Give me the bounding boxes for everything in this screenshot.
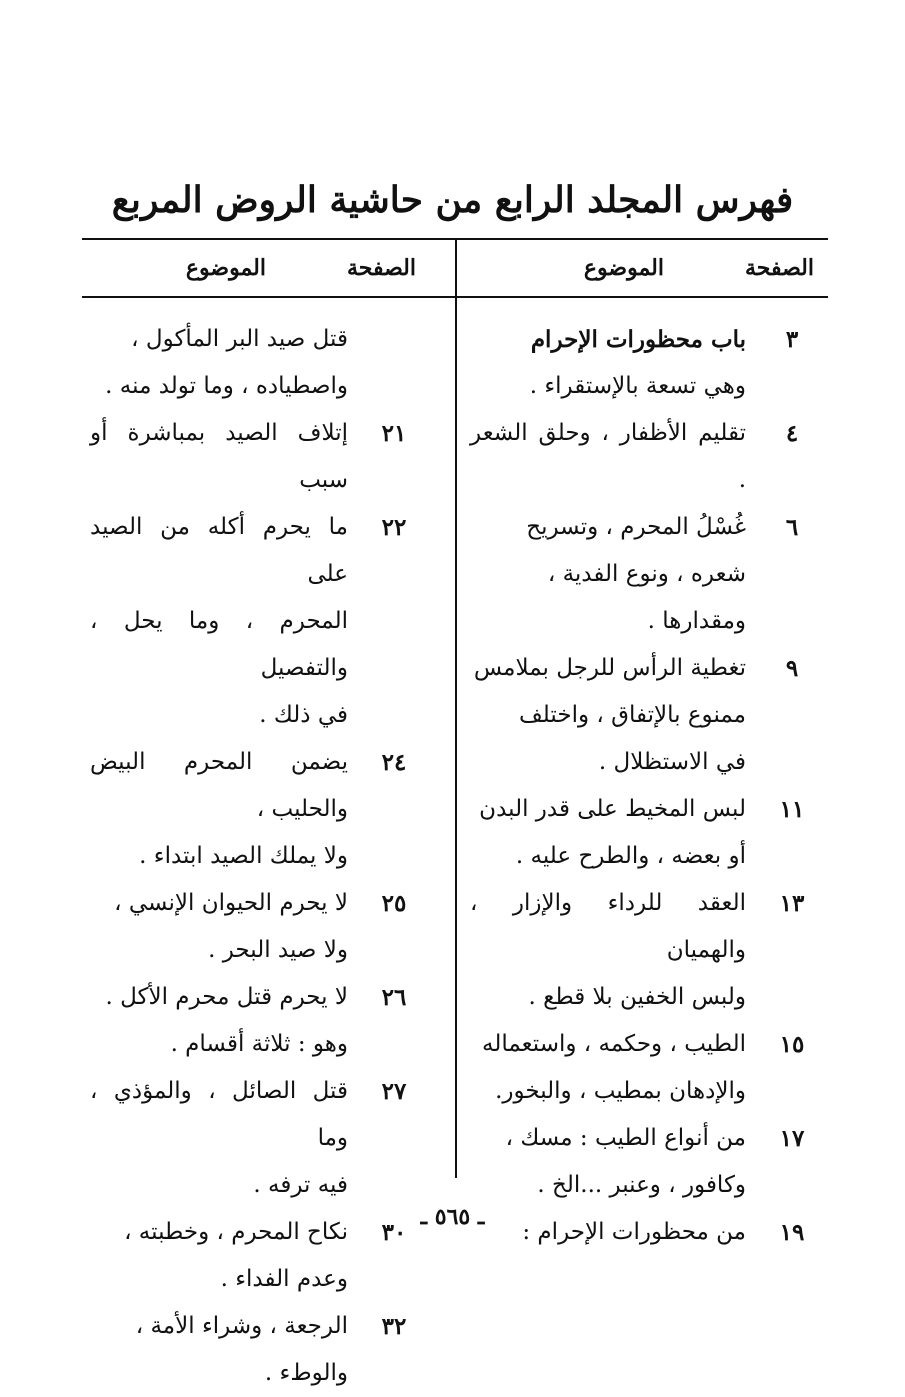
entry-page-number: ٢٧ xyxy=(381,1078,407,1105)
entry-page-number: ١٧ xyxy=(779,1125,805,1152)
entry-topic-line: تغطية الرأس للرجل بملامس xyxy=(473,655,746,681)
index-entry xyxy=(470,1115,814,1209)
entry-topic-line: في ذلك . xyxy=(259,702,348,728)
entry-topic-line: لا يحرم الحيوان الإنسي ، xyxy=(114,890,348,916)
entry-topic-line: ومقدارها . xyxy=(647,608,746,634)
index-entry xyxy=(90,739,416,880)
page-header: الصفحة xyxy=(346,255,416,281)
entry-page-number: ٢٤ xyxy=(381,749,407,776)
entry-topic xyxy=(470,786,746,880)
index-entry xyxy=(470,1021,814,1115)
index-entry xyxy=(470,316,814,410)
index-entry xyxy=(90,1068,416,1209)
entry-topic-line: ممنوع بالإتفاق ، واختلف xyxy=(518,702,746,728)
entry-topic-line: الرجعة ، وشراء الأمة ، xyxy=(135,1313,348,1339)
entry-topic-line: يضمن المحرم البيض والحليب ، xyxy=(90,749,348,822)
index-entry xyxy=(470,786,814,880)
entry-topic-line: فيه ترفه . xyxy=(253,1172,348,1198)
entry-topic xyxy=(90,880,348,974)
entry-page-number: ٣٢ xyxy=(381,1313,407,1340)
entry-topic-line: لبس المخيط على قدر البدن xyxy=(479,796,746,822)
topic-header: الموضوع xyxy=(185,255,266,281)
index-entry xyxy=(90,410,416,504)
entry-topic-line: غُسْلُ المحرم ، وتسريح xyxy=(526,514,746,540)
entry-topic-line: وكافور ، وعنبر ...الخ . xyxy=(537,1172,746,1198)
index-entry xyxy=(90,504,416,739)
entry-topic-line: والوطء . xyxy=(264,1360,348,1386)
entry-topic xyxy=(470,645,746,786)
page-header: الصفحة xyxy=(744,255,814,281)
entry-page-number: ٢١ xyxy=(381,420,407,447)
right-column-header xyxy=(470,248,814,288)
entry-topic-line: واصطياده ، وما تولد منه . xyxy=(105,373,348,399)
index-entry xyxy=(470,880,814,1021)
entry-topic-line: ما يحرم أكله من الصيد على xyxy=(90,514,348,587)
entry-topic-line: والإدهان بمطيب ، والبخور. xyxy=(495,1078,746,1104)
entry-topic xyxy=(90,410,348,504)
page-number: ـ ٥٦٥ ـ xyxy=(420,1204,485,1230)
entry-page-number: ١٥ xyxy=(779,1031,805,1058)
index-entry xyxy=(90,974,416,1068)
entry-topic-line: باب محظورات الإحرام xyxy=(530,326,746,353)
entry-topic xyxy=(90,739,348,880)
entry-page-number: ٦ xyxy=(785,514,799,541)
entry-topic-line: تقليم الأظفار ، وحلق الشعر . xyxy=(470,420,746,493)
entry-topic xyxy=(470,316,746,410)
entry-page-number: ١٩ xyxy=(779,1219,805,1246)
entry-topic-line: وهي تسعة بالإستقراء . xyxy=(529,373,746,399)
index-entry xyxy=(90,1303,416,1397)
entry-topic-line: وهو : ثلاثة أقسام . xyxy=(170,1031,348,1057)
entry-topic xyxy=(470,1115,746,1209)
index-entry xyxy=(470,504,814,645)
entry-topic-line: لا يحرم قتل محرم الأكل . xyxy=(105,984,348,1010)
index-entry xyxy=(470,410,814,504)
column-divider xyxy=(455,238,457,1178)
entry-page-number: ٢٦ xyxy=(381,984,407,1011)
entry-topic-line: ولا يملك الصيد ابتداء . xyxy=(139,843,348,869)
entry-topic xyxy=(90,316,348,410)
entry-topic-line: في الاستظلال . xyxy=(598,749,746,775)
right-index-column xyxy=(470,316,814,1256)
entry-topic xyxy=(90,974,348,1068)
topic-header: الموضوع xyxy=(583,255,664,281)
entry-topic-line: نكاح المحرم ، وخطبته ، xyxy=(124,1219,348,1245)
entry-page-number: ٣ xyxy=(785,326,799,353)
entry-topic-line: وعدم الفداء . xyxy=(220,1266,348,1292)
entry-topic-line: أو بعضه ، والطرح عليه . xyxy=(515,843,746,869)
entry-topic xyxy=(90,1303,348,1397)
entry-topic xyxy=(470,504,746,645)
page-title: فهرس المجلد الرابع من حاشية الروض المربع xyxy=(111,179,794,221)
entry-topic xyxy=(470,1021,746,1115)
entry-topic-line: من أنواع الطيب : مسك ، xyxy=(505,1125,746,1151)
entry-page-number: ٢٢ xyxy=(381,514,407,541)
index-entry xyxy=(470,645,814,786)
entry-page-number: ١١ xyxy=(779,796,805,823)
entry-topic-line: من محظورات الإحرام : xyxy=(522,1219,746,1245)
entry-page-number: ١٣ xyxy=(779,890,805,917)
index-entry xyxy=(90,880,416,974)
entry-topic-line: الطيب ، وحكمه ، واستعماله xyxy=(482,1031,746,1057)
entry-topic-line: العقد للرداء والإزار ، والهميان xyxy=(470,890,746,963)
left-index-column xyxy=(90,316,416,1397)
entry-page-number: ٣٠ xyxy=(381,1219,407,1246)
entry-page-number: ٢٥ xyxy=(381,890,407,917)
entry-topic xyxy=(470,880,746,1021)
entry-topic-line: شعره ، ونوع الفدية ، xyxy=(547,561,746,587)
entry-topic-line: المحرم ، وما يحل ، والتفصيل xyxy=(90,608,348,681)
entry-topic-line: ولبس الخفين بلا قطع . xyxy=(528,984,746,1010)
entry-topic-line: قتل صيد البر المأكول ، xyxy=(131,326,348,352)
entry-topic-line: إتلاف الصيد بمباشرة أو سبب xyxy=(90,420,348,493)
entry-topic xyxy=(470,410,746,504)
left-column-header xyxy=(90,248,416,288)
index-entry xyxy=(90,316,416,410)
entry-page-number: ٩ xyxy=(785,655,799,682)
entry-topic-line: قتل الصائل ، والمؤذي ، وما xyxy=(90,1078,348,1151)
entry-topic xyxy=(90,504,348,739)
entry-topic-line: ولا صيد البحر . xyxy=(208,937,348,963)
entry-topic xyxy=(90,1068,348,1209)
entry-page-number: ٤ xyxy=(785,420,799,447)
